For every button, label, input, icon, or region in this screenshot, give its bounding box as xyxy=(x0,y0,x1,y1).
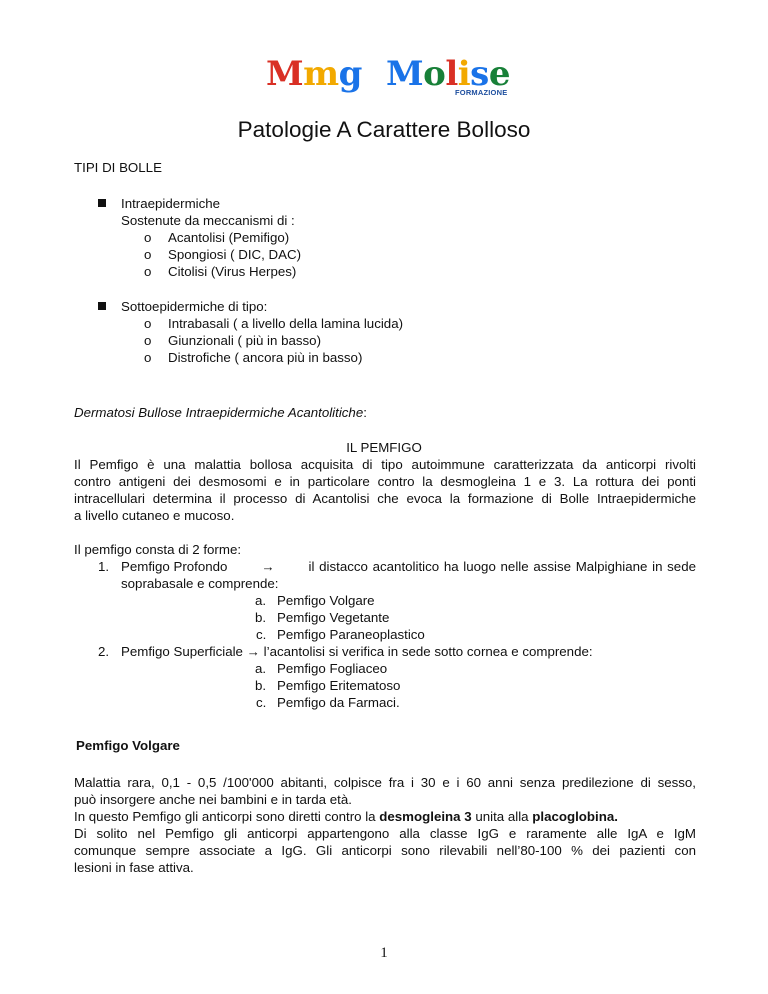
list-letter: c. xyxy=(256,695,267,710)
list-letter: c. xyxy=(256,627,267,642)
logo-letter: m xyxy=(303,54,339,94)
square-bullet-icon xyxy=(98,199,106,207)
logo-letter: e xyxy=(488,54,510,94)
list-item: Pemfigo Fogliaceo xyxy=(277,661,388,676)
sotto-label: Sottoepidermiche di tipo: xyxy=(121,299,268,314)
forma-1-line xyxy=(121,558,696,575)
circle-bullet-icon: o xyxy=(144,333,152,348)
logo-letter: l xyxy=(445,54,458,94)
volgare-text: In questo Pemfigo gli anticorpi sono diretti contro la xyxy=(74,809,380,824)
logo-letter: i xyxy=(457,54,471,94)
volgare-text: unita alla xyxy=(471,809,533,824)
desmogleina-bold: desmogleina 3 xyxy=(379,809,472,824)
list-item: Pemfigo Volgare xyxy=(277,593,375,608)
pemfigo-para-line: intracellulari determina il processo di Acantolisi che evoca la formazione di Bolle Intraepidermiche xyxy=(74,491,696,506)
list-letter: a. xyxy=(255,661,267,676)
forma-2-line xyxy=(121,643,593,660)
list-item: Pemfigo Paraneoplastico xyxy=(277,627,425,642)
forma-2-name: Pemfigo Superficiale xyxy=(121,644,243,659)
list-item: Pemfigo da Farmaci. xyxy=(277,695,400,710)
circle-bullet-icon: o xyxy=(144,264,152,279)
dermatosi-heading xyxy=(74,404,367,421)
intra-item: Acantolisi (Pemifigo) xyxy=(168,230,290,245)
logo-letter: o xyxy=(423,54,446,94)
volgare-heading: Pemfigo Volgare xyxy=(76,738,180,753)
volgare-line xyxy=(74,808,618,825)
forma-1-name: Pemfigo Profondo xyxy=(121,559,228,574)
list-number: 2. xyxy=(98,644,110,659)
list-letter: b. xyxy=(255,678,267,693)
logo-letter: M xyxy=(386,54,424,94)
forma-1-desc: il distacco acantolitico ha luogo nelle assise Malpighiane in sede xyxy=(308,559,696,574)
volgare-line: comunque sempre associate a IgG. Gli anticorpi sono rilevabili nell’80-100 % dei pazienti con xyxy=(74,843,696,858)
intra-sub: Sostenute da meccanismi di : xyxy=(121,213,295,228)
pemfigo-para-line: contro antigeni dei desmosomi e in particolare contro la desmogleina 1 e 3. La rottura dei ponti xyxy=(74,474,696,489)
logo xyxy=(263,54,509,98)
volgare-line: Malattia rara, 0,1 - 0,5 /100'000 abitanti, colpisce fra i 30 e i 60 anni senza predilezione di sesso, xyxy=(74,775,696,790)
logo-letter: s xyxy=(470,54,489,94)
list-item: Pemfigo Eritematoso xyxy=(277,678,401,693)
pemfigo-para-line: a livello cutaneo e mucoso. xyxy=(74,508,235,523)
page-title: Patologie A Carattere Bolloso xyxy=(237,117,531,142)
pemfigo-para-line: Il Pemfigo è una malattia bollosa acquisita di tipo autoimmune caratterizzata da anticorpi rivolti xyxy=(74,457,696,472)
page-number: 1 xyxy=(380,945,388,961)
circle-bullet-icon: o xyxy=(144,247,152,262)
logo-letter: M xyxy=(266,54,304,94)
list-number: 1. xyxy=(98,559,110,574)
logo-word-mmg xyxy=(266,54,362,94)
intra-label: Intraepidermiche xyxy=(121,196,221,211)
volgare-line: Di solito nel Pemfigo gli anticorpi appartengono alla classe IgG e raramente alle IgA e IgM xyxy=(74,826,696,841)
logo-subtitle: FORMAZIONE xyxy=(455,88,508,97)
volgare-line: lesioni in fase attiva. xyxy=(74,860,194,875)
forma-2-desc: l’acantolisi si verifica in sede sotto cornea e comprende: xyxy=(263,644,593,659)
dermatosi-label: Dermatosi Bullose Intraepidermiche Acantolitiche xyxy=(74,405,364,420)
circle-bullet-icon: o xyxy=(144,230,152,245)
tipi-heading: TIPI DI BOLLE xyxy=(74,160,162,175)
arrow-right-icon: → xyxy=(261,559,275,574)
forma-1-line2: soprabasale e comprende: xyxy=(121,576,279,591)
list-item: Pemfigo Vegetante xyxy=(277,610,390,625)
sotto-item: Distrofiche ( ancora più in basso) xyxy=(168,350,363,365)
intra-item: Citolisi (Virus Herpes) xyxy=(168,264,297,279)
placoglobina-bold: placoglobina. xyxy=(532,809,618,824)
arrow-right-icon: → xyxy=(246,644,260,659)
pemfigo-heading: IL PEMFIGO xyxy=(346,440,422,455)
sotto-item: Intrabasali ( a livello della lamina lucida) xyxy=(168,316,404,331)
logo-letter: g xyxy=(338,54,362,94)
forme-intro: Il pemfigo consta di 2 forme: xyxy=(74,542,242,557)
list-letter: a. xyxy=(255,593,267,608)
list-letter: b. xyxy=(255,610,267,625)
intra-item: Spongiosi ( DIC, DAC) xyxy=(168,247,302,262)
dermatosi-colon: : xyxy=(363,405,367,420)
square-bullet-icon xyxy=(98,302,106,310)
circle-bullet-icon: o xyxy=(144,350,152,365)
sotto-item: Giunzionali ( più in basso) xyxy=(168,333,321,348)
circle-bullet-icon: o xyxy=(144,316,152,331)
volgare-line: può insorgere anche nei bambini e in tarda età. xyxy=(74,792,352,807)
